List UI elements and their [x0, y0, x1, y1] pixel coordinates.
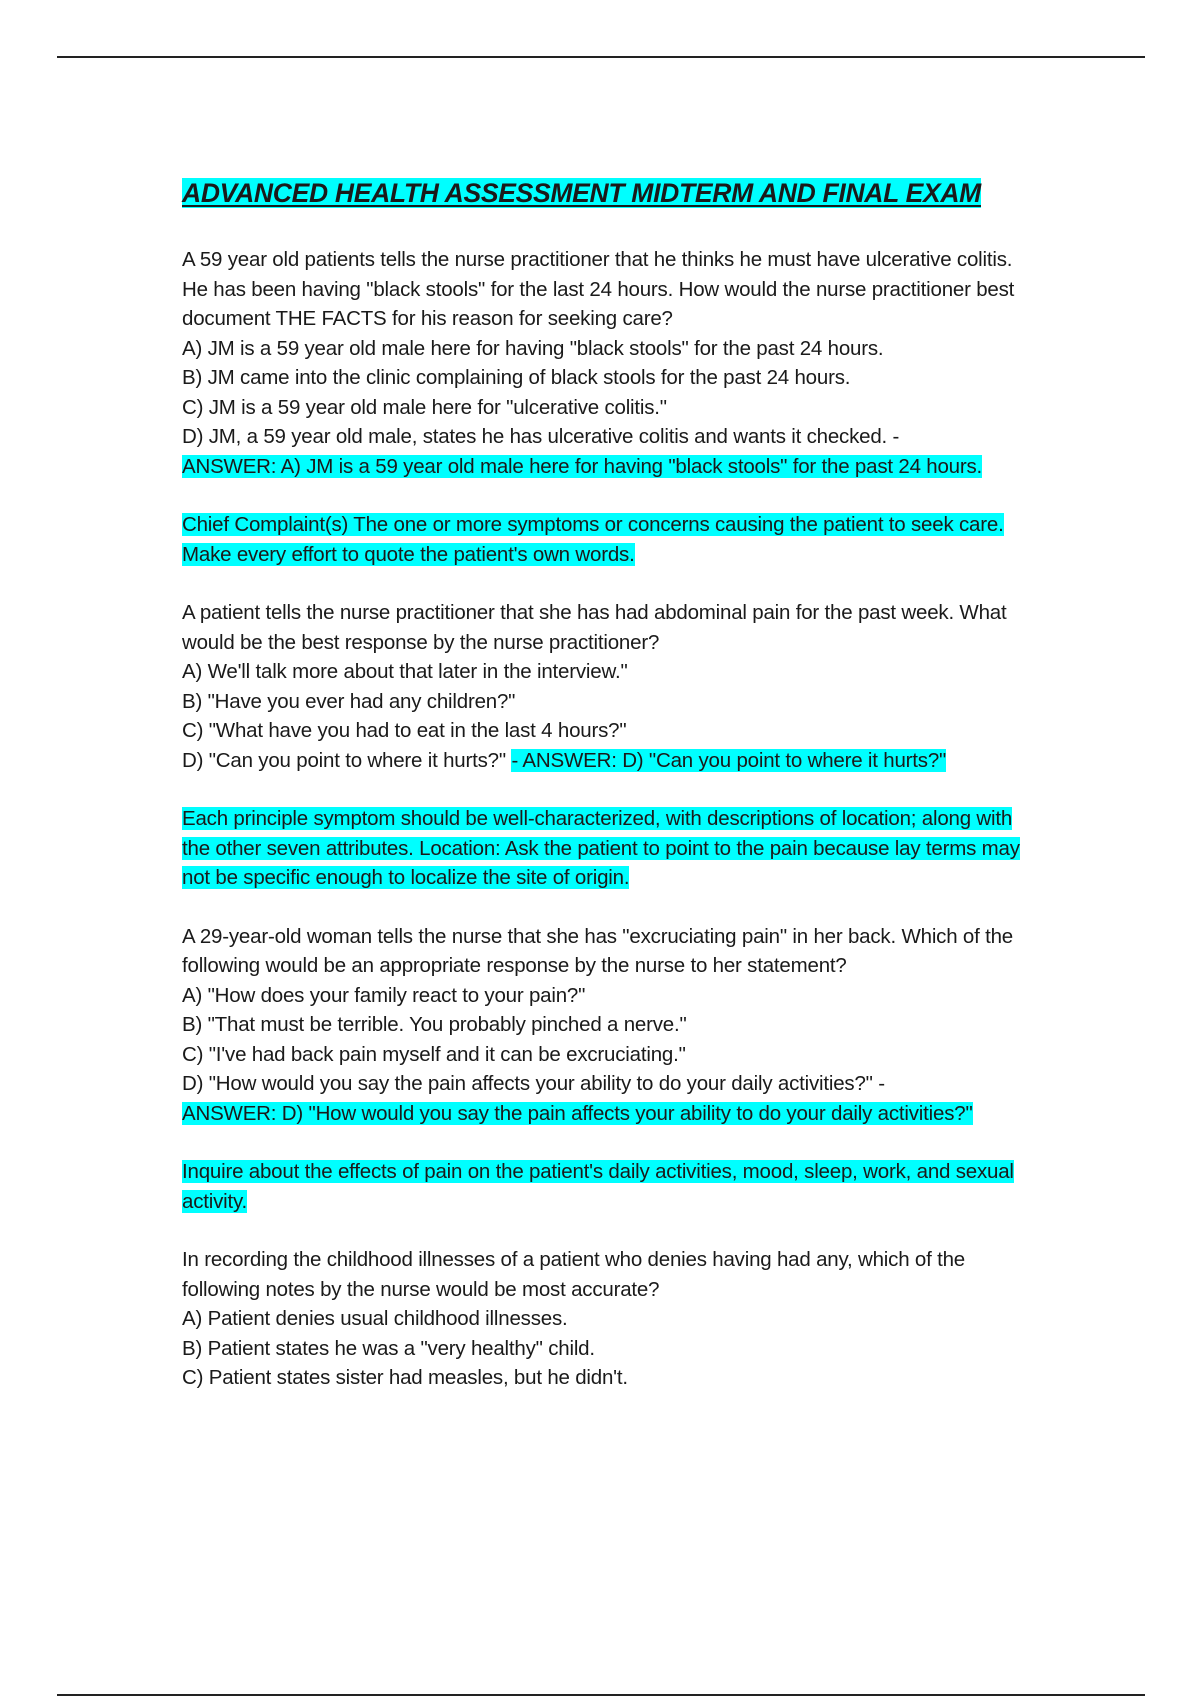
option-c: C) JM is a 59 year old male here for "ulcerative colitis." — [182, 395, 667, 419]
rationale-highlight: Each principle symptom should be well-characterized, with descriptions of location; along with the other seven attributes. Location: Ask the patient to point to the pain because lay terms may not be specific enough to localize the site of origin. — [182, 807, 1020, 889]
question-stem: A 59 year old patients tells the nurse practitioner that he thinks he must have ulcerative colitis. He has been having "black stools" for the last 24 hours. How would the nurse practitioner best document THE FACTS for his reason for seeking care? — [182, 248, 1015, 330]
option-c: C) "What have you had to eat in the last 4 hours?" — [182, 719, 627, 742]
option-c: C) "I've had back pain myself and it can be excruciating." — [182, 1042, 686, 1066]
answer-highlight: ANSWER: A) JM is a 59 year old male here for having "black stools" for the past 24 hours. — [182, 454, 983, 478]
option-c: C) Patient states sister had measles, but he didn't. — [182, 1366, 628, 1389]
footer-rule — [57, 1694, 1145, 1696]
answer-highlight: - ANSWER: D) "Can you point to where it hurts?" — [511, 748, 947, 772]
question-2 — [182, 598, 1042, 775]
question-stem: A 29-year-old woman tells the nurse that she has "excruciating pain" in her back. Which of the following would be an appropriate response by the nurse to her statement? — [182, 924, 1014, 977]
rationale-2 — [182, 804, 1042, 893]
answer-highlight: ANSWER: D) "How would you say the pain affects your ability to do your daily activities?" — [182, 1101, 973, 1125]
option-a: A) JM is a 59 year old male here for having "black stools" for the past 24 hours. — [182, 336, 884, 360]
header-rule — [57, 56, 1145, 58]
rationale-3 — [182, 1157, 1042, 1216]
option-d: D) JM, a 59 year old male, states he has ulcerative colitis and wants it checked. - — [182, 425, 900, 448]
option-a: A) We'll talk more about that later in the interview." — [182, 660, 628, 683]
option-a: A) Patient denies usual childhood illnesses. — [182, 1307, 568, 1330]
document-title — [182, 175, 1042, 211]
rationale-1 — [182, 510, 1042, 569]
option-b: B) "That must be terrible. You probably pinched a nerve." — [182, 1013, 687, 1036]
title-text: ADVANCED HEALTH ASSESSMENT MIDTERM AND FINAL EXAM — [182, 178, 981, 208]
option-d: D) "Can you point to where it hurts?" — [182, 748, 506, 772]
option-d: D) "How would you say the pain affects your ability to do your daily activities?" - — [182, 1072, 885, 1095]
option-a: A) "How does your family react to your pain?" — [182, 983, 586, 1007]
question-3 — [182, 922, 1042, 1129]
document-body — [182, 175, 1042, 1393]
question-4 — [182, 1245, 1042, 1393]
option-b: B) JM came into the clinic complaining of black stools for the past 24 hours. — [182, 366, 851, 389]
rationale-highlight: Inquire about the effects of pain on the patient's daily activities, mood, sleep, work, and sexual activity. — [182, 1160, 1014, 1213]
rationale-highlight: Chief Complaint(s) The one or more symptoms or concerns causing the patient to seek care. Make every effort to quote the patient's own words. — [182, 513, 1004, 566]
option-b: B) Patient states he was a "very healthy" child. — [182, 1336, 595, 1360]
question-stem: In recording the childhood illnesses of a patient who denies having had any, which of the following notes by the nurse would be most accurate? — [182, 1248, 965, 1301]
option-b: B) "Have you ever had any children?" — [182, 689, 516, 713]
question-stem: A patient tells the nurse practitioner that she has had abdominal pain for the past week. What would be the best response by the nurse practitioner? — [182, 601, 1007, 654]
question-1 — [182, 245, 1042, 481]
